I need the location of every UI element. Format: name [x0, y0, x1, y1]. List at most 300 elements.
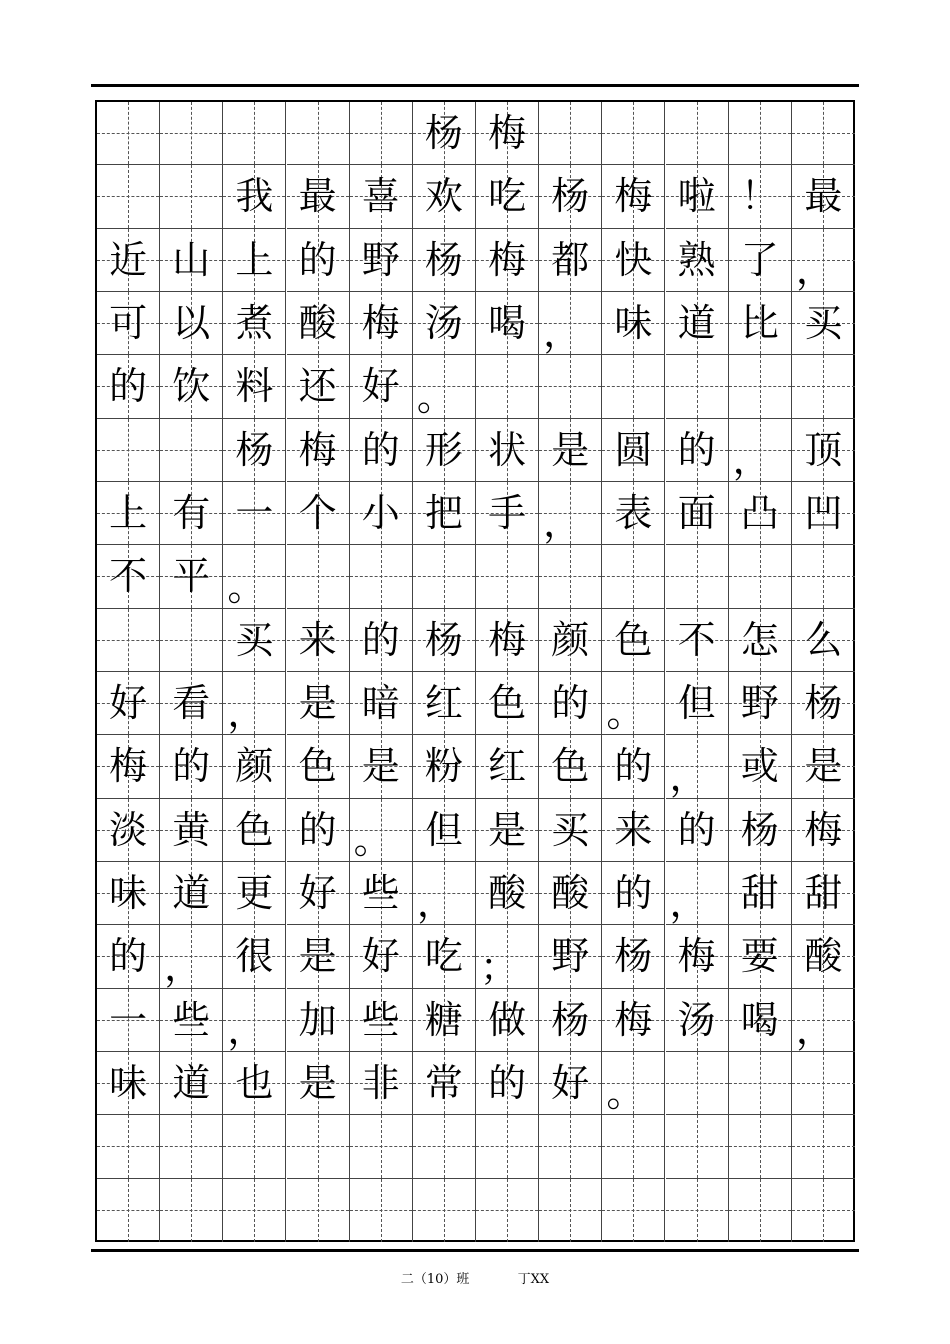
grid-cell — [97, 609, 160, 672]
top-rule — [91, 84, 859, 87]
grid-character: 不 — [109, 554, 148, 599]
grid-cell — [666, 1179, 729, 1242]
grid-cell — [160, 735, 223, 798]
grid-character: 手 — [488, 491, 527, 536]
grid-cell — [666, 482, 729, 545]
grid-character: 杨 — [424, 237, 463, 282]
grid-cell — [476, 609, 539, 672]
grid-cell — [97, 925, 160, 988]
grid-cell — [160, 799, 223, 862]
grid-character: 好 — [361, 934, 400, 979]
grid-cell — [539, 482, 602, 545]
grid-character: ； — [480, 944, 519, 989]
grid-character: 汤 — [424, 301, 463, 346]
grid-cell — [792, 1052, 855, 1115]
grid-cell — [223, 925, 286, 988]
grid-cell — [97, 165, 160, 228]
grid-row — [97, 545, 857, 608]
grid-character: 快 — [614, 237, 653, 282]
grid-cell — [350, 609, 413, 672]
grid-cell — [539, 165, 602, 228]
grid-character: 上 — [235, 237, 274, 282]
grid-cell — [729, 989, 792, 1052]
grid-cell — [666, 672, 729, 735]
grid-cell — [223, 609, 286, 672]
grid-cell — [223, 989, 286, 1052]
grid-character: 酸 — [488, 871, 527, 916]
grid-cell — [350, 545, 413, 608]
grid-character: 怎 — [740, 617, 779, 662]
grid-cell — [666, 735, 729, 798]
grid-cell — [97, 1179, 160, 1242]
grid-cell — [97, 735, 160, 798]
grid-character: 味 — [614, 301, 653, 346]
grid-character: ， — [669, 881, 708, 926]
grid-character: 是 — [361, 744, 400, 789]
grid-cell — [223, 1179, 286, 1242]
grid-cell — [476, 355, 539, 418]
grid-character: 是 — [488, 807, 527, 852]
grid-character: 做 — [488, 997, 527, 1042]
grid-cell — [476, 482, 539, 545]
grid-cell — [476, 799, 539, 862]
grid-cell — [539, 799, 602, 862]
grid-character: 近 — [109, 237, 148, 282]
grid-cell — [729, 292, 792, 355]
grid-character: 道 — [172, 1061, 211, 1106]
grid-character: 梅 — [804, 807, 843, 852]
grid-cell — [602, 229, 665, 292]
grid-character: 颜 — [551, 617, 590, 662]
grid-cell — [729, 799, 792, 862]
grid-character: 加 — [298, 997, 337, 1042]
grid-cell — [287, 735, 350, 798]
grid-cell — [476, 102, 539, 165]
grid-character: 买 — [551, 807, 590, 852]
grid-character: 可 — [109, 301, 148, 346]
grid-cell — [729, 355, 792, 418]
grid-character: 。 — [227, 564, 266, 609]
grid-cell — [350, 229, 413, 292]
grid-character: 杨 — [551, 174, 590, 219]
grid-cell — [539, 989, 602, 1052]
grid-character: 有 — [172, 491, 211, 536]
grid-cell — [476, 292, 539, 355]
grid-cell — [792, 482, 855, 545]
grid-character: 的 — [361, 427, 400, 472]
grid-cell — [792, 229, 855, 292]
grid-character: 野 — [740, 681, 779, 726]
grid-character: 一 — [109, 997, 148, 1042]
grid-character: 味 — [109, 871, 148, 916]
grid-cell — [729, 672, 792, 735]
grid-character: 的 — [172, 744, 211, 789]
grid-cell — [602, 1115, 665, 1178]
grid-character: 甜 — [740, 871, 779, 916]
grid-character: 的 — [614, 871, 653, 916]
grid-cell — [602, 1179, 665, 1242]
grid-character: 喜 — [361, 174, 400, 219]
grid-character: 的 — [677, 807, 716, 852]
grid-cell — [413, 102, 476, 165]
grid-cell — [792, 925, 855, 988]
grid-cell — [97, 799, 160, 862]
grid-cell — [223, 292, 286, 355]
grid-character: 梅 — [677, 934, 716, 979]
grid-cell — [350, 165, 413, 228]
grid-character: 么 — [804, 617, 843, 662]
grid-character: 但 — [424, 807, 463, 852]
grid-cell — [792, 672, 855, 735]
grid-cell — [287, 1179, 350, 1242]
grid-cell — [160, 862, 223, 925]
grid-cell — [666, 165, 729, 228]
grid-cell — [223, 545, 286, 608]
grid-character: 熟 — [677, 237, 716, 282]
grid-cell — [602, 799, 665, 862]
grid-cell — [287, 355, 350, 418]
grid-character: 野 — [361, 237, 400, 282]
student-name: 丁XX — [517, 1272, 550, 1287]
grid-cell — [97, 672, 160, 735]
grid-row — [97, 229, 857, 292]
grid-character: 喝 — [488, 301, 527, 346]
grid-cell — [160, 482, 223, 545]
grid-cell — [160, 1115, 223, 1178]
grid-character: 味 — [109, 1061, 148, 1106]
grid-cell — [729, 925, 792, 988]
grid-character: 的 — [109, 364, 148, 409]
grid-character: 更 — [235, 871, 274, 916]
grid-character: 是 — [298, 681, 337, 726]
grid-character: ， — [543, 311, 582, 356]
grid-cell — [287, 609, 350, 672]
grid-character: 看 — [172, 681, 211, 726]
grid-cell — [539, 1052, 602, 1115]
grid-cell — [97, 292, 160, 355]
grid-character: ， — [795, 247, 834, 292]
grid-cell — [97, 862, 160, 925]
grid-cell — [160, 609, 223, 672]
grid-cell — [602, 545, 665, 608]
grid-cell — [729, 735, 792, 798]
grid-cell — [160, 102, 223, 165]
grid-character: 喝 — [740, 997, 779, 1042]
grid-character: 的 — [298, 237, 337, 282]
grid-character: 红 — [488, 744, 527, 789]
grid-character: 要 — [740, 934, 779, 979]
grid-character: ， — [543, 501, 582, 546]
grid-cell — [539, 735, 602, 798]
writing-grid — [95, 100, 855, 1242]
grid-character: ， — [416, 881, 455, 926]
grid-character: 状 — [488, 427, 527, 472]
grid-cell — [792, 102, 855, 165]
grid-row — [97, 355, 857, 418]
grid-cell — [666, 545, 729, 608]
grid-cell — [287, 989, 350, 1052]
grid-cell — [223, 672, 286, 735]
grid-cell — [666, 609, 729, 672]
grid-cell — [97, 102, 160, 165]
grid-cell — [729, 1115, 792, 1178]
grid-cell — [413, 545, 476, 608]
grid-cell — [97, 229, 160, 292]
grid-cell — [413, 1052, 476, 1115]
grid-character: 色 — [551, 744, 590, 789]
grid-cell — [223, 229, 286, 292]
grid-character: 杨 — [235, 427, 274, 472]
grid-cell — [666, 1115, 729, 1178]
grid-character: 都 — [551, 237, 590, 282]
grid-character: 淡 — [109, 807, 148, 852]
grid-cell — [160, 672, 223, 735]
grid-cell — [97, 482, 160, 545]
grid-row — [97, 672, 857, 735]
grid-cell — [476, 545, 539, 608]
grid-cell — [539, 609, 602, 672]
grid-row — [97, 609, 857, 672]
grid-cell — [602, 989, 665, 1052]
grid-cell — [792, 609, 855, 672]
grid-character: 色 — [235, 807, 274, 852]
grid-cell — [729, 419, 792, 482]
grid-cell — [792, 419, 855, 482]
grid-cell — [476, 229, 539, 292]
grid-character: 色 — [488, 681, 527, 726]
grid-character: 吃 — [488, 174, 527, 219]
grid-cell — [350, 292, 413, 355]
grid-cell — [476, 1179, 539, 1242]
grid-cell — [287, 229, 350, 292]
grid-cell — [476, 862, 539, 925]
grid-cell — [792, 1115, 855, 1178]
grid-cell — [792, 799, 855, 862]
grid-cell — [413, 1115, 476, 1178]
grid-character: 还 — [298, 364, 337, 409]
grid-cell — [729, 1179, 792, 1242]
grid-character: 酸 — [298, 301, 337, 346]
grid-character: 把 — [424, 491, 463, 536]
grid-row — [97, 165, 857, 228]
grid-cell — [413, 229, 476, 292]
grid-character: ！ — [740, 174, 779, 219]
grid-cell — [602, 355, 665, 418]
grid-cell — [350, 1179, 413, 1242]
grid-row — [97, 1179, 857, 1242]
grid-cell — [350, 419, 413, 482]
grid-character: ， — [732, 437, 771, 482]
grid-character: 梅 — [488, 237, 527, 282]
grid-character: 是 — [551, 427, 590, 472]
grid-cell — [729, 545, 792, 608]
grid-cell — [350, 799, 413, 862]
grid-character: 。 — [606, 1071, 645, 1116]
grid-cell — [287, 482, 350, 545]
grid-cell — [539, 672, 602, 735]
grid-character: 杨 — [740, 807, 779, 852]
grid-character: 道 — [677, 301, 716, 346]
grid-cell — [792, 545, 855, 608]
grid-row — [97, 989, 857, 1052]
grid-cell — [413, 419, 476, 482]
grid-character: 形 — [424, 427, 463, 472]
grid-character: 红 — [424, 681, 463, 726]
grid-character: 黄 — [172, 807, 211, 852]
grid-row — [97, 925, 857, 988]
grid-cell — [539, 1115, 602, 1178]
grid-cell — [729, 102, 792, 165]
grid-cell — [223, 1115, 286, 1178]
grid-cell — [476, 989, 539, 1052]
grid-character: 的 — [488, 1061, 527, 1106]
grid-cell — [160, 545, 223, 608]
grid-cell — [413, 735, 476, 798]
grid-character: 好 — [551, 1061, 590, 1106]
grid-character: 梅 — [614, 174, 653, 219]
grid-cell — [97, 355, 160, 418]
grid-cell — [539, 102, 602, 165]
grid-cell — [223, 482, 286, 545]
grid-cell — [287, 292, 350, 355]
grid-character: 。 — [416, 374, 455, 419]
grid-character: 的 — [109, 934, 148, 979]
grid-cell — [287, 165, 350, 228]
grid-cell — [792, 292, 855, 355]
grid-cell — [539, 862, 602, 925]
grid-character: 面 — [677, 491, 716, 536]
grid-cell — [729, 862, 792, 925]
grid-character: 上 — [109, 491, 148, 536]
grid-character: 啦 — [677, 174, 716, 219]
grid-cell — [413, 165, 476, 228]
grid-cell — [602, 165, 665, 228]
grid-character: 色 — [298, 744, 337, 789]
grid-character: 山 — [172, 237, 211, 282]
grid-character: 小 — [361, 491, 400, 536]
grid-character: 最 — [298, 174, 337, 219]
grid-character: 饮 — [172, 364, 211, 409]
grid-cell — [666, 355, 729, 418]
grid-character: 吃 — [424, 934, 463, 979]
grid-character: 甜 — [804, 871, 843, 916]
grid-cell — [602, 419, 665, 482]
grid-character: 些 — [361, 871, 400, 916]
grid-character: 的 — [677, 427, 716, 472]
grid-character: 粉 — [424, 744, 463, 789]
grid-cell — [160, 229, 223, 292]
grid-character: 欢 — [424, 174, 463, 219]
grid-cell — [223, 355, 286, 418]
grid-cell — [539, 355, 602, 418]
grid-character: 些 — [361, 997, 400, 1042]
grid-character: 料 — [235, 364, 274, 409]
grid-character: 了 — [740, 237, 779, 282]
grid-character: 好 — [109, 681, 148, 726]
grid-character: 我 — [235, 174, 274, 219]
grid-cell — [602, 609, 665, 672]
grid-character: 很 — [235, 934, 274, 979]
grid-character: 的 — [551, 681, 590, 726]
grid-cell — [666, 862, 729, 925]
grid-cell — [350, 989, 413, 1052]
grid-cell — [223, 799, 286, 862]
grid-cell — [97, 989, 160, 1052]
grid-cell — [666, 229, 729, 292]
grid-character: 买 — [804, 301, 843, 346]
grid-cell — [602, 925, 665, 988]
grid-cell — [666, 925, 729, 988]
grid-cell — [476, 1052, 539, 1115]
grid-character: 杨 — [424, 617, 463, 662]
grid-cell — [160, 1179, 223, 1242]
grid-character: 圆 — [614, 427, 653, 472]
grid-character: ， — [164, 944, 203, 989]
grid-cell — [792, 165, 855, 228]
grid-cell — [602, 292, 665, 355]
grid-row — [97, 1052, 857, 1115]
grid-cell — [413, 482, 476, 545]
grid-cell — [223, 165, 286, 228]
grid-character: 糖 — [424, 997, 463, 1042]
grid-cell — [160, 419, 223, 482]
grid-cell — [476, 1115, 539, 1178]
grid-cell — [666, 292, 729, 355]
grid-cell — [160, 292, 223, 355]
grid-character: ， — [227, 691, 266, 736]
grid-cell — [539, 545, 602, 608]
grid-cell — [97, 545, 160, 608]
grid-cell — [97, 419, 160, 482]
grid-character: 梅 — [298, 427, 337, 472]
grid-row — [97, 419, 857, 482]
grid-cell — [476, 735, 539, 798]
grid-character: 梅 — [109, 744, 148, 789]
grid-cell — [666, 419, 729, 482]
grid-cell — [413, 609, 476, 672]
grid-cell — [350, 925, 413, 988]
grid-character: 平 — [172, 554, 211, 599]
grid-cell — [287, 545, 350, 608]
grid-character: 颜 — [235, 744, 274, 789]
grid-character: 个 — [298, 491, 337, 536]
grid-character: 杨 — [804, 681, 843, 726]
grid-character: 凹 — [804, 491, 843, 536]
grid-row — [97, 102, 857, 165]
grid-character: 道 — [172, 871, 211, 916]
grid-character: 好 — [298, 871, 337, 916]
grid-character: 是 — [298, 934, 337, 979]
grid-cell — [160, 989, 223, 1052]
grid-character: 是 — [804, 744, 843, 789]
grid-character: 色 — [614, 617, 653, 662]
grid-cell — [160, 925, 223, 988]
grid-character: 来 — [298, 617, 337, 662]
grid-character: 梅 — [361, 301, 400, 346]
grid-character: 凸 — [740, 491, 779, 536]
grid-cell — [792, 735, 855, 798]
grid-character: 买 — [235, 617, 274, 662]
grid-cell — [350, 1052, 413, 1115]
grid-row — [97, 1115, 857, 1178]
grid-cell — [729, 1052, 792, 1115]
grid-character: 是 — [298, 1061, 337, 1106]
grid-character: 梅 — [614, 997, 653, 1042]
grid-cell — [350, 735, 413, 798]
grid-character: 来 — [614, 807, 653, 852]
grid-character: 常 — [424, 1061, 463, 1106]
grid-character: 酸 — [551, 871, 590, 916]
